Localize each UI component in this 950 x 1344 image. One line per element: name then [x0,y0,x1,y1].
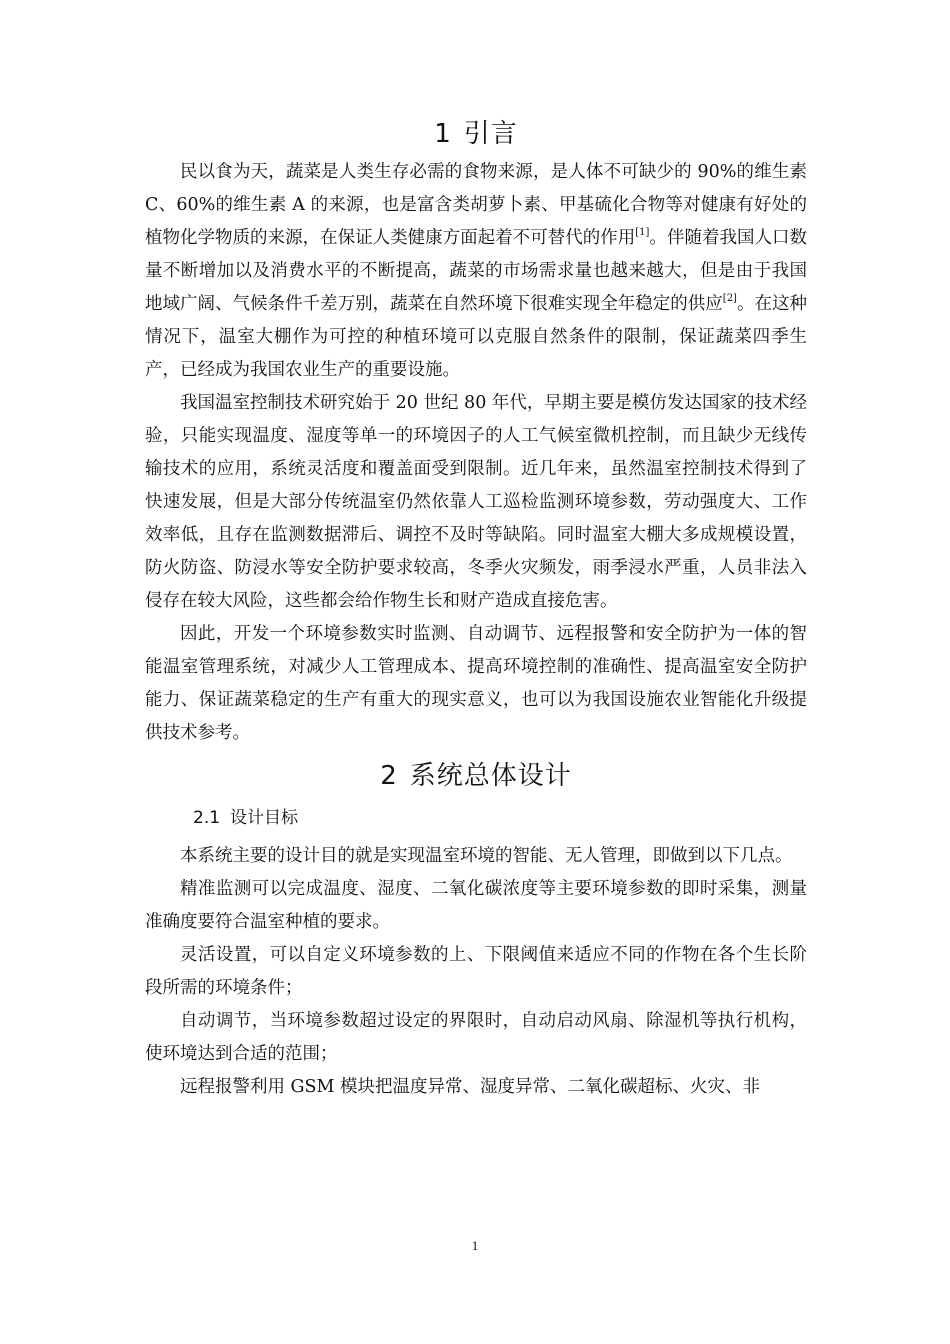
paragraph-text: 。在这种情况下，温室大棚作为可控的种植环境可以克服自然条件的限制，保证蔬菜四季生产，已经成为我国农业生产的重要设施。 [145,294,808,380]
section-2-heading [145,754,807,798]
paragraph-text: 民以食为天，蔬菜是人类生存必需的食物来源，是人体不可缺少的 90%的维生素 C、60%的维生素 A 的来源，也是富含类胡萝卜素、甲基硫化合物等对健康有好处的植物化学物质的来源，在保证人类健康方面起着不可替代的作用 [145,162,807,248]
section-2-paragraph-4: 自动调节，当环境参数超过设定的界限时，自动启动风扇、除湿机等执行机构，使环境达到合适的范围； [145,1011,807,1064]
section-2-title: 系统总体设计 [409,761,572,791]
subsection-2-1-number: 2.1 [193,808,221,828]
subsection-2-1-title: 设计目标 [230,808,299,828]
page-number: 1 [471,1238,479,1253]
section-1-number: 1 [434,119,452,149]
section-1-title: 引言 [463,119,518,149]
section-1-paragraph-1 [145,156,807,387]
section-2-paragraph-1: 本系统主要的设计目的就是实现温室环境的智能、无人管理，即做到以下几点。 [180,846,793,866]
section-2-paragraph-5: 远程报警利用 GSM 模块把温度异常、湿度异常、二氧化碳超标、火灾、非 [180,1077,761,1097]
section-2-paragraph-2: 精准监测可以完成温度、湿度、二氧化碳浓度等主要环境参数的即时采集，测量准确度要符合温室种植的要求。 [145,879,807,932]
section-1-paragraph-3: 因此，开发一个环境参数实时监测、自动调节、远程报警和安全防护为一体的智能温室管理系统，对减少人工管理成本、提高环境控制的准确性、提高温室安全防护能力、保证蔬菜稳定的生产有重大的现实意义，也可以为我国设施农业智能化升级提供技术参考。 [145,624,807,743]
subsection-2-1-heading [193,800,807,836]
paragraph-text: 。伴随着我国人口数量不断增加以及消费水平的不断提高，蔬菜的市场需求量也越来越大，但是由于我国地域广阔、气候条件千差万别，蔬菜在自然环境下很难实现全年稳定的供应 [145,228,808,314]
citation-2: [2] [722,293,737,304]
page-body [145,112,807,1104]
section-1-paragraph-2: 我国温室控制技术研究始于 20 世纪 80 年代，早期主要是模仿发达国家的技术经验，只能实现温度、湿度等单一的环境因子的人工气候室微机控制，而且缺少无线传输技术的应用，系统灵活度和覆盖面受到限制。近几年来，虽然温室控制技术得到了快速发展，但是大部分传统温室仍然依靠人工巡检监测环境参数，劳动强度大、工作效率低，且存在监测数据滞后、调控不及时等缺陷。同时温室大棚大多成规模设置，防火防盗、防浸水等安全防护要求较高，冬季火灾频发，雨季浸水严重，人员非法入侵存在较大风险，这些都会给作物生长和财产造成直接危害。 [145,393,807,611]
section-2-paragraph-3: 灵活设置，可以自定义环境参数的上、下限阈值来适应不同的作物在各个生长阶段所需的环境条件； [145,945,807,998]
citation-1: [1] [635,227,650,238]
section-1-heading [145,112,807,156]
section-2-number: 2 [380,761,398,791]
